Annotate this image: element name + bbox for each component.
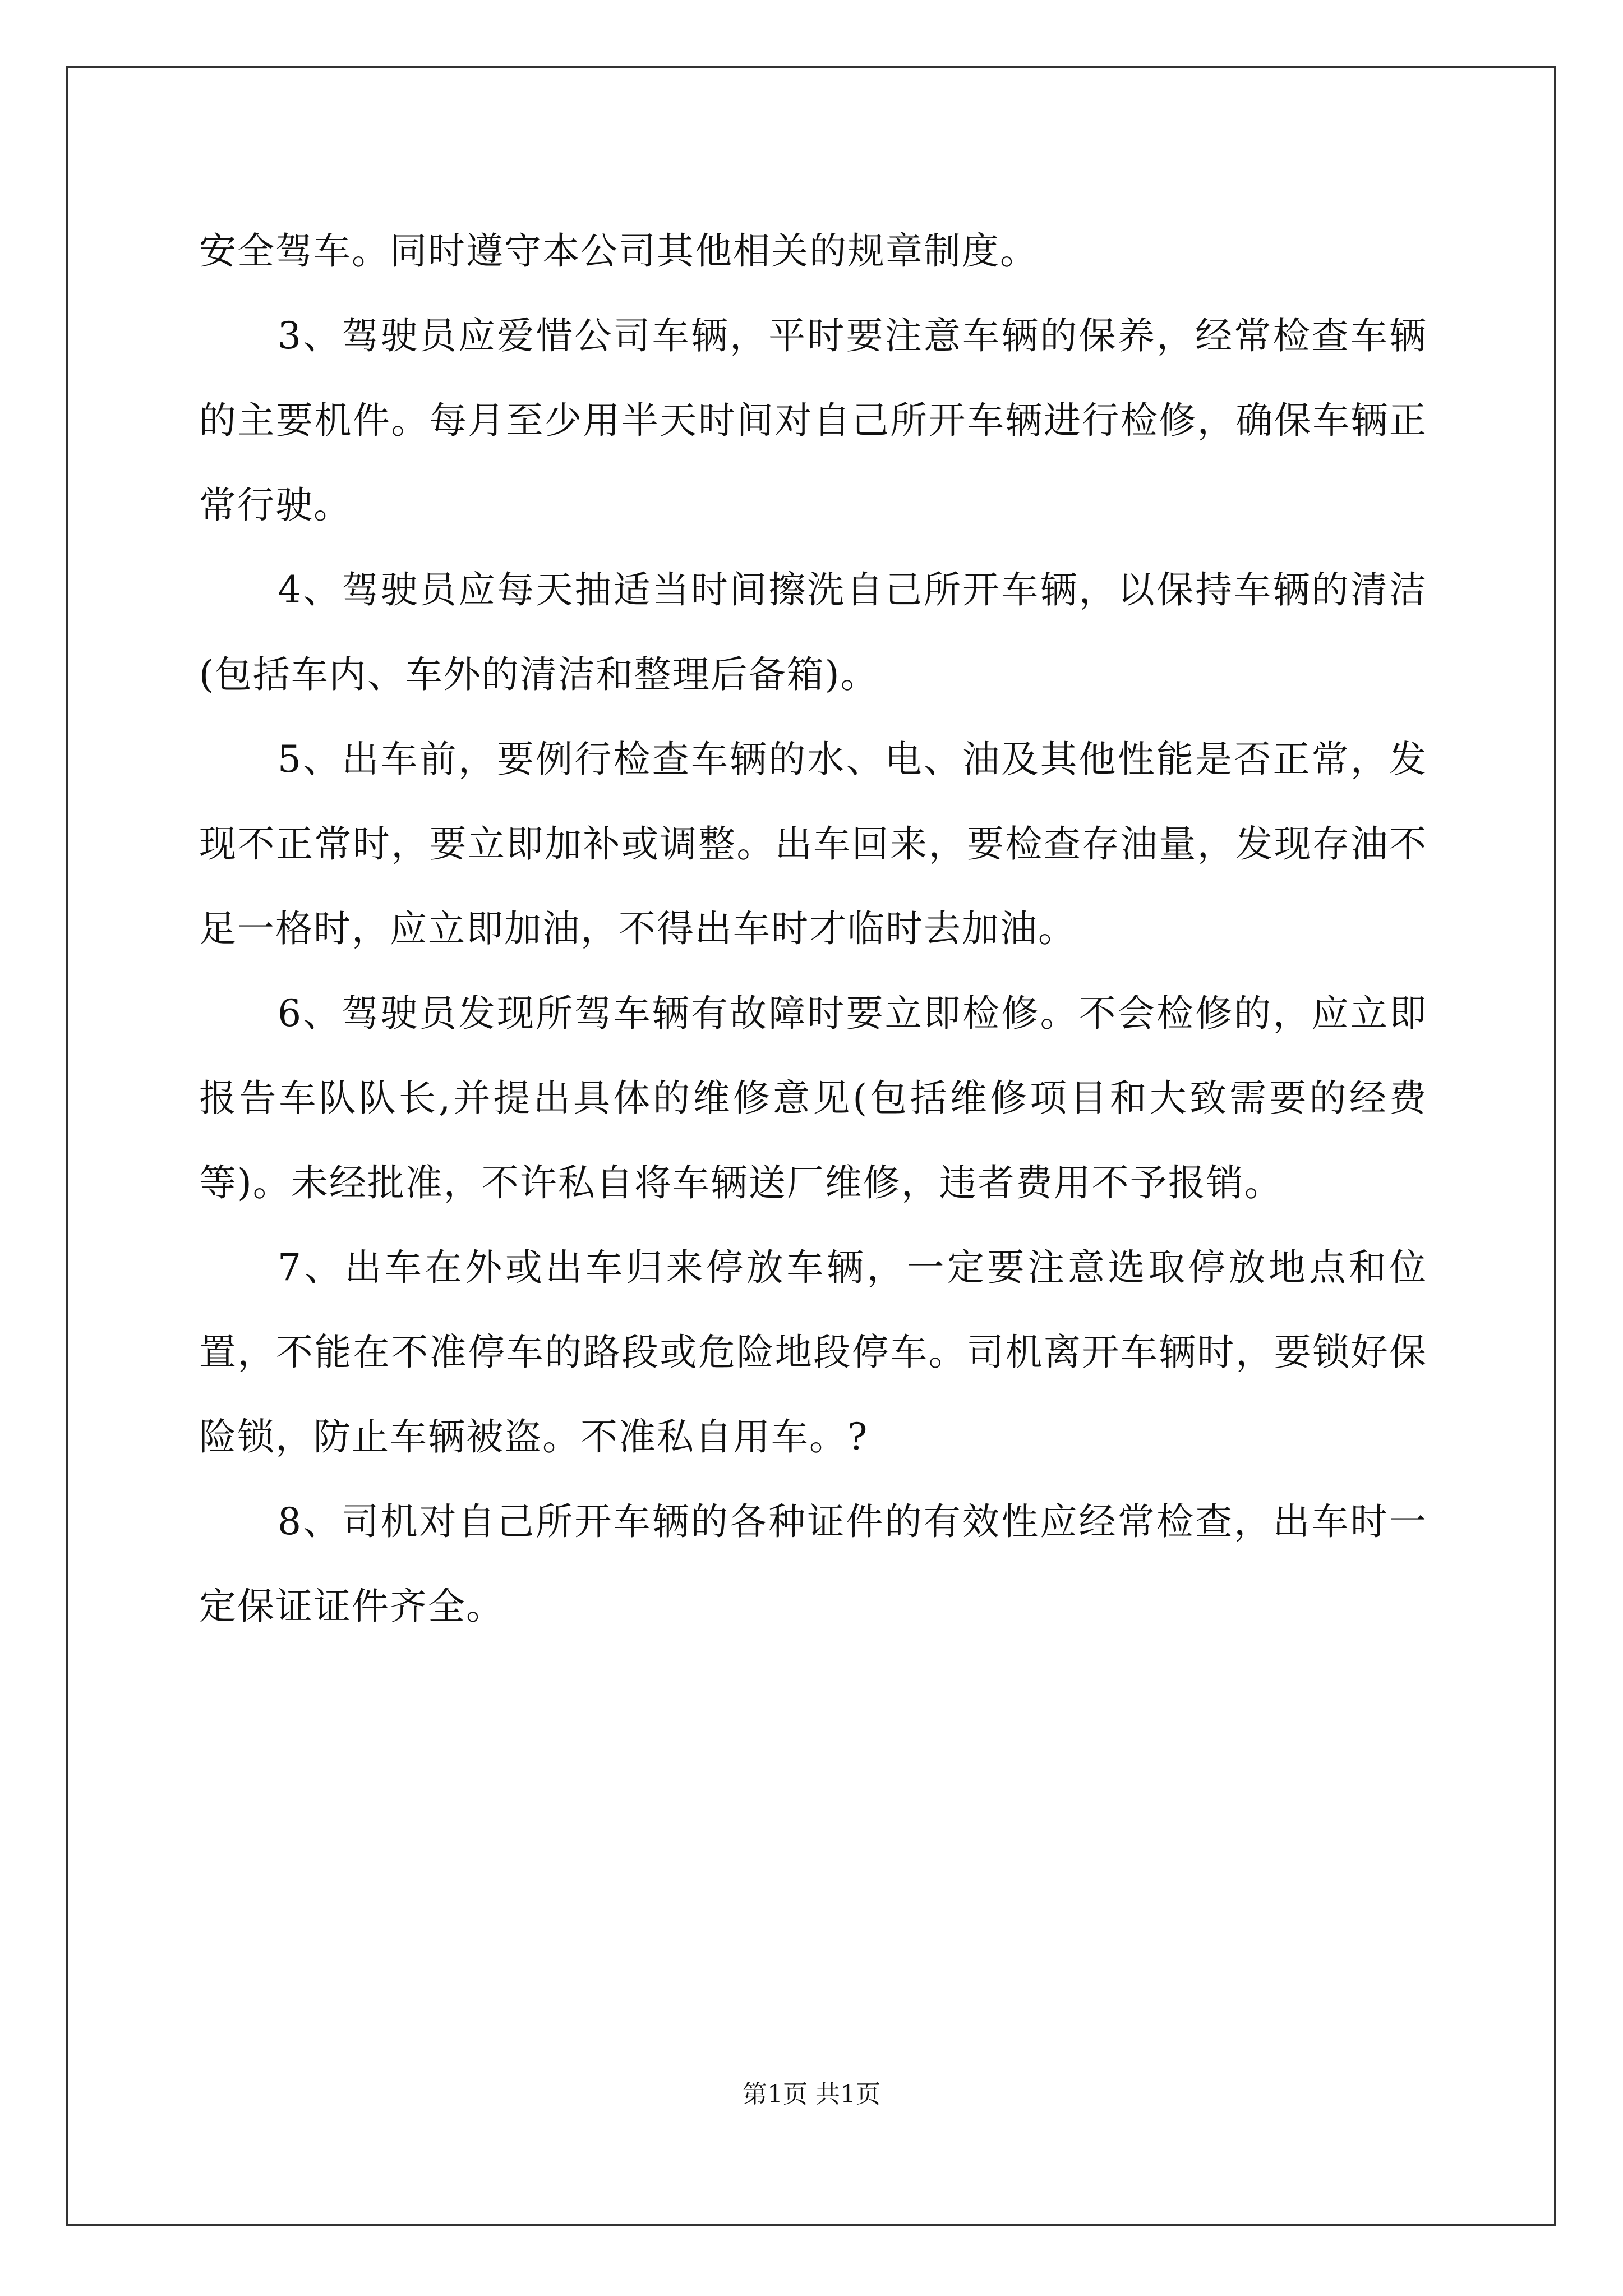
paragraph-7: 8、司机对自己所开车辆的各种证件的有效性应经常检查，出车时一定保证证件齐全。 <box>199 1500 1427 1628</box>
paragraph-4: 5、出车前，要例行检查车辆的水、电、油及其他性能是否正常，发现不正常时，要立即加补或调整。出车回来，要检查存油量，发现存油不足一格时，应立即加油，不得出车时才临时去加油。 <box>199 738 1427 950</box>
paragraph-5: 6、驾驶员发现所驾车辆有故障时要立即检修。不会检修的，应立即报告车队队长,并提出具体的维修意见(包括维修项目和大致需要的经费等)。未经批准，不许私自将车辆送厂维修，违者费用不予报销。 <box>199 992 1427 1204</box>
paragraph-2: 3、驾驶员应爱惜公司车辆，平时要注意车辆的保养，经常检查车辆的主要机件。每月至少用半天时间对自己所开车辆进行检修，确保车辆正常行驶。 <box>199 314 1427 527</box>
paragraph-6: 7、出车在外或出车归来停放车辆，一定要注意选取停放地点和位置，不能在不准停车的路段或危险地段停车。司机离开车辆时，要锁好保险锁，防止车辆被盗。不准私自用车。? <box>199 1246 1427 1458</box>
paragraph-3: 4、驾驶员应每天抽适当时间擦洗自己所开车辆，以保持车辆的清洁(包括车内、车外的清洁和整理后备箱)。 <box>199 568 1427 696</box>
document-body <box>199 209 1427 1649</box>
paragraph-1: 安全驾车。同时遵守本公司其他相关的规章制度。 <box>199 229 1038 273</box>
page-footer: 第1页 共1页 <box>743 2080 880 2109</box>
